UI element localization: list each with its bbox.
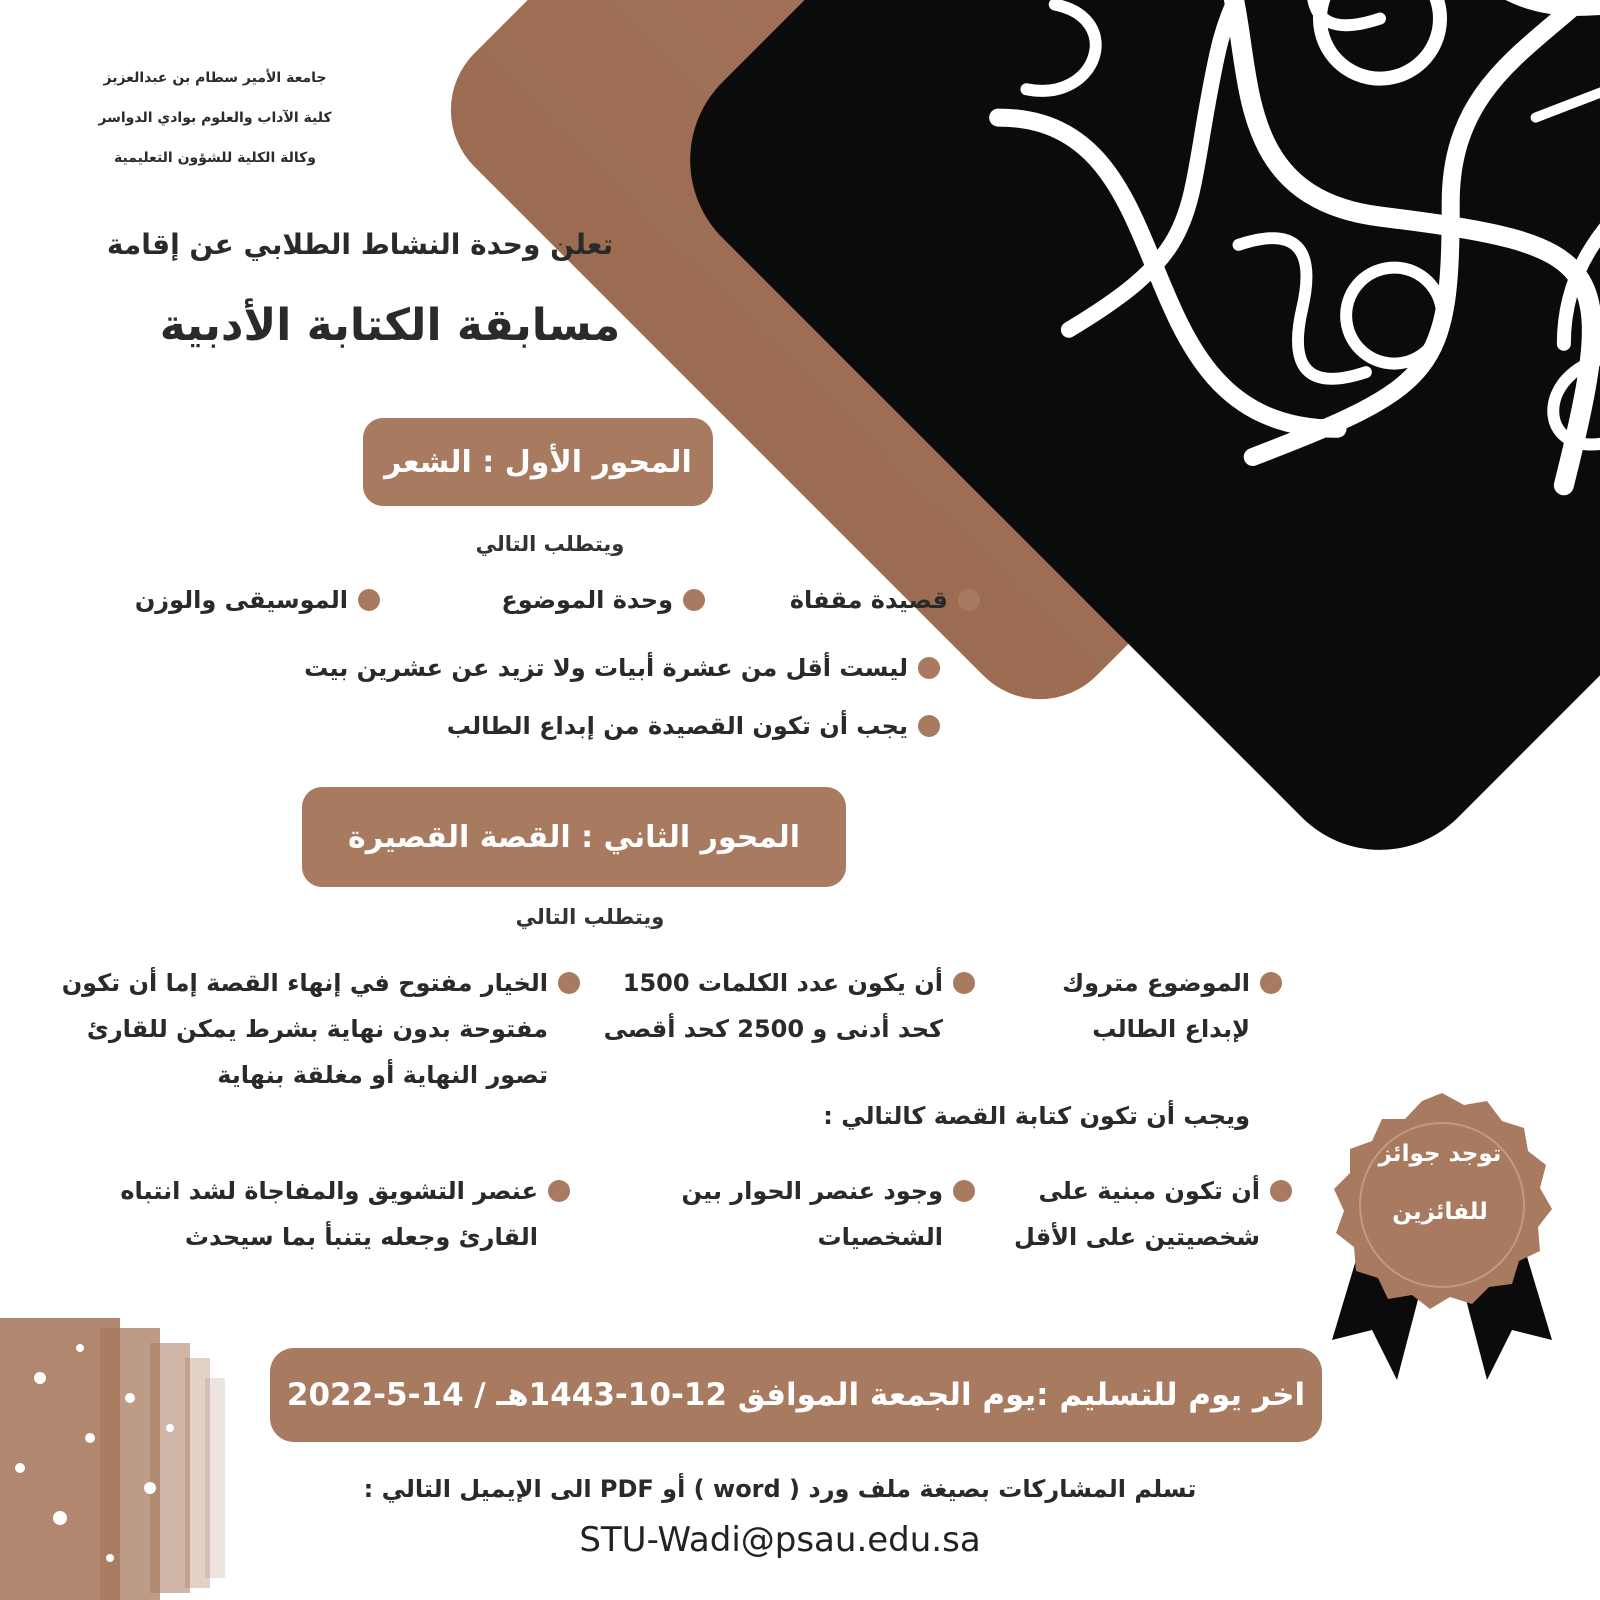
bullet-icon xyxy=(1270,1180,1292,1202)
bullet-icon xyxy=(953,972,975,994)
bullet-icon xyxy=(958,589,980,611)
prize-badge-text: توجد جوائز للفائزين xyxy=(1378,1141,1502,1225)
must-item-suspense: عنصر التشويق والمفاجاة لشد انتباه القارئ وجعله يتنبأ بما سيحدث xyxy=(120,1168,570,1260)
axis1-item-original: يجب أن تكون القصيدة من إبداع الطالب xyxy=(447,704,940,748)
page-title: مسابقة الكتابة الأدبية xyxy=(159,300,621,351)
bullet-icon xyxy=(1260,972,1282,994)
axis1-item-length: ليست أقل من عشرة أبيات ولا تزيد عن عشرين بيت xyxy=(304,646,940,690)
deadline-banner: اخر يوم للتسليم :يوم الجمعة الموافق 12-10-1443هـ / 14-5-2022 xyxy=(270,1348,1322,1442)
must-item-characters: أن تكون مبنية على شخصيتين على الأقل xyxy=(1014,1168,1292,1260)
axis2-label: المحور الثاني : القصة القصيرة xyxy=(302,787,846,887)
bullet-icon xyxy=(953,1180,975,1202)
bullet-icon xyxy=(358,589,380,611)
announcement: تعلن وحدة النشاط الطلابي عن إقامة xyxy=(106,228,614,261)
axis1-requires: ويتطلب التالي xyxy=(475,532,625,556)
bullet-icon xyxy=(918,657,940,679)
axis1-label: المحور الأول : الشعر xyxy=(363,418,713,506)
axis2-must-heading: ويجب أن تكون كتابة القصة كالتالي : xyxy=(823,1102,1250,1130)
bullet-icon xyxy=(918,715,940,737)
contact-email[interactable]: STU-Wadi@psau.edu.sa xyxy=(579,1520,981,1560)
axis2-item-wordcount: أن يكون عدد الكلمات 1500 كحد أدنى و 2500 كحد أقصى xyxy=(604,960,975,1052)
college-name: كلية الآداب والعلوم بوادي الدواسر xyxy=(98,110,332,126)
brush-texture xyxy=(0,1318,240,1600)
axis1-item-music: الموسيقى والوزن xyxy=(135,578,380,622)
agency-name: وكالة الكلية للشؤون التعليمية xyxy=(114,150,316,166)
bullet-icon xyxy=(558,972,580,994)
university-name: جامعة الأمير سطام بن عبدالعزيز xyxy=(103,70,327,86)
axis2-item-ending: الخيار مفتوح في إنهاء القصة إما أن تكون مفتوحة بدون نهاية بشرط يمكن للقارئ تصور النهاية أو مغلقة بنهاية xyxy=(62,960,580,1098)
axis2-requires: ويتطلب التالي xyxy=(515,905,665,929)
axis2-item-topic: الموضوع متروك لإبداع الطالب xyxy=(1062,960,1282,1052)
submission-instructions: تسلم المشاركات بصيغة ملف ورد ( word ) أو PDF الى الإيميل التالي : xyxy=(363,1475,1197,1503)
bullet-icon xyxy=(683,589,705,611)
axis1-item-unity: وحدة الموضوع xyxy=(501,578,705,622)
axis1-item-rhyme: قصيدة مقفاة xyxy=(790,578,980,622)
must-item-dialogue: وجود عنصر الحوار بين الشخصيات xyxy=(682,1168,975,1260)
bullet-icon xyxy=(548,1180,570,1202)
